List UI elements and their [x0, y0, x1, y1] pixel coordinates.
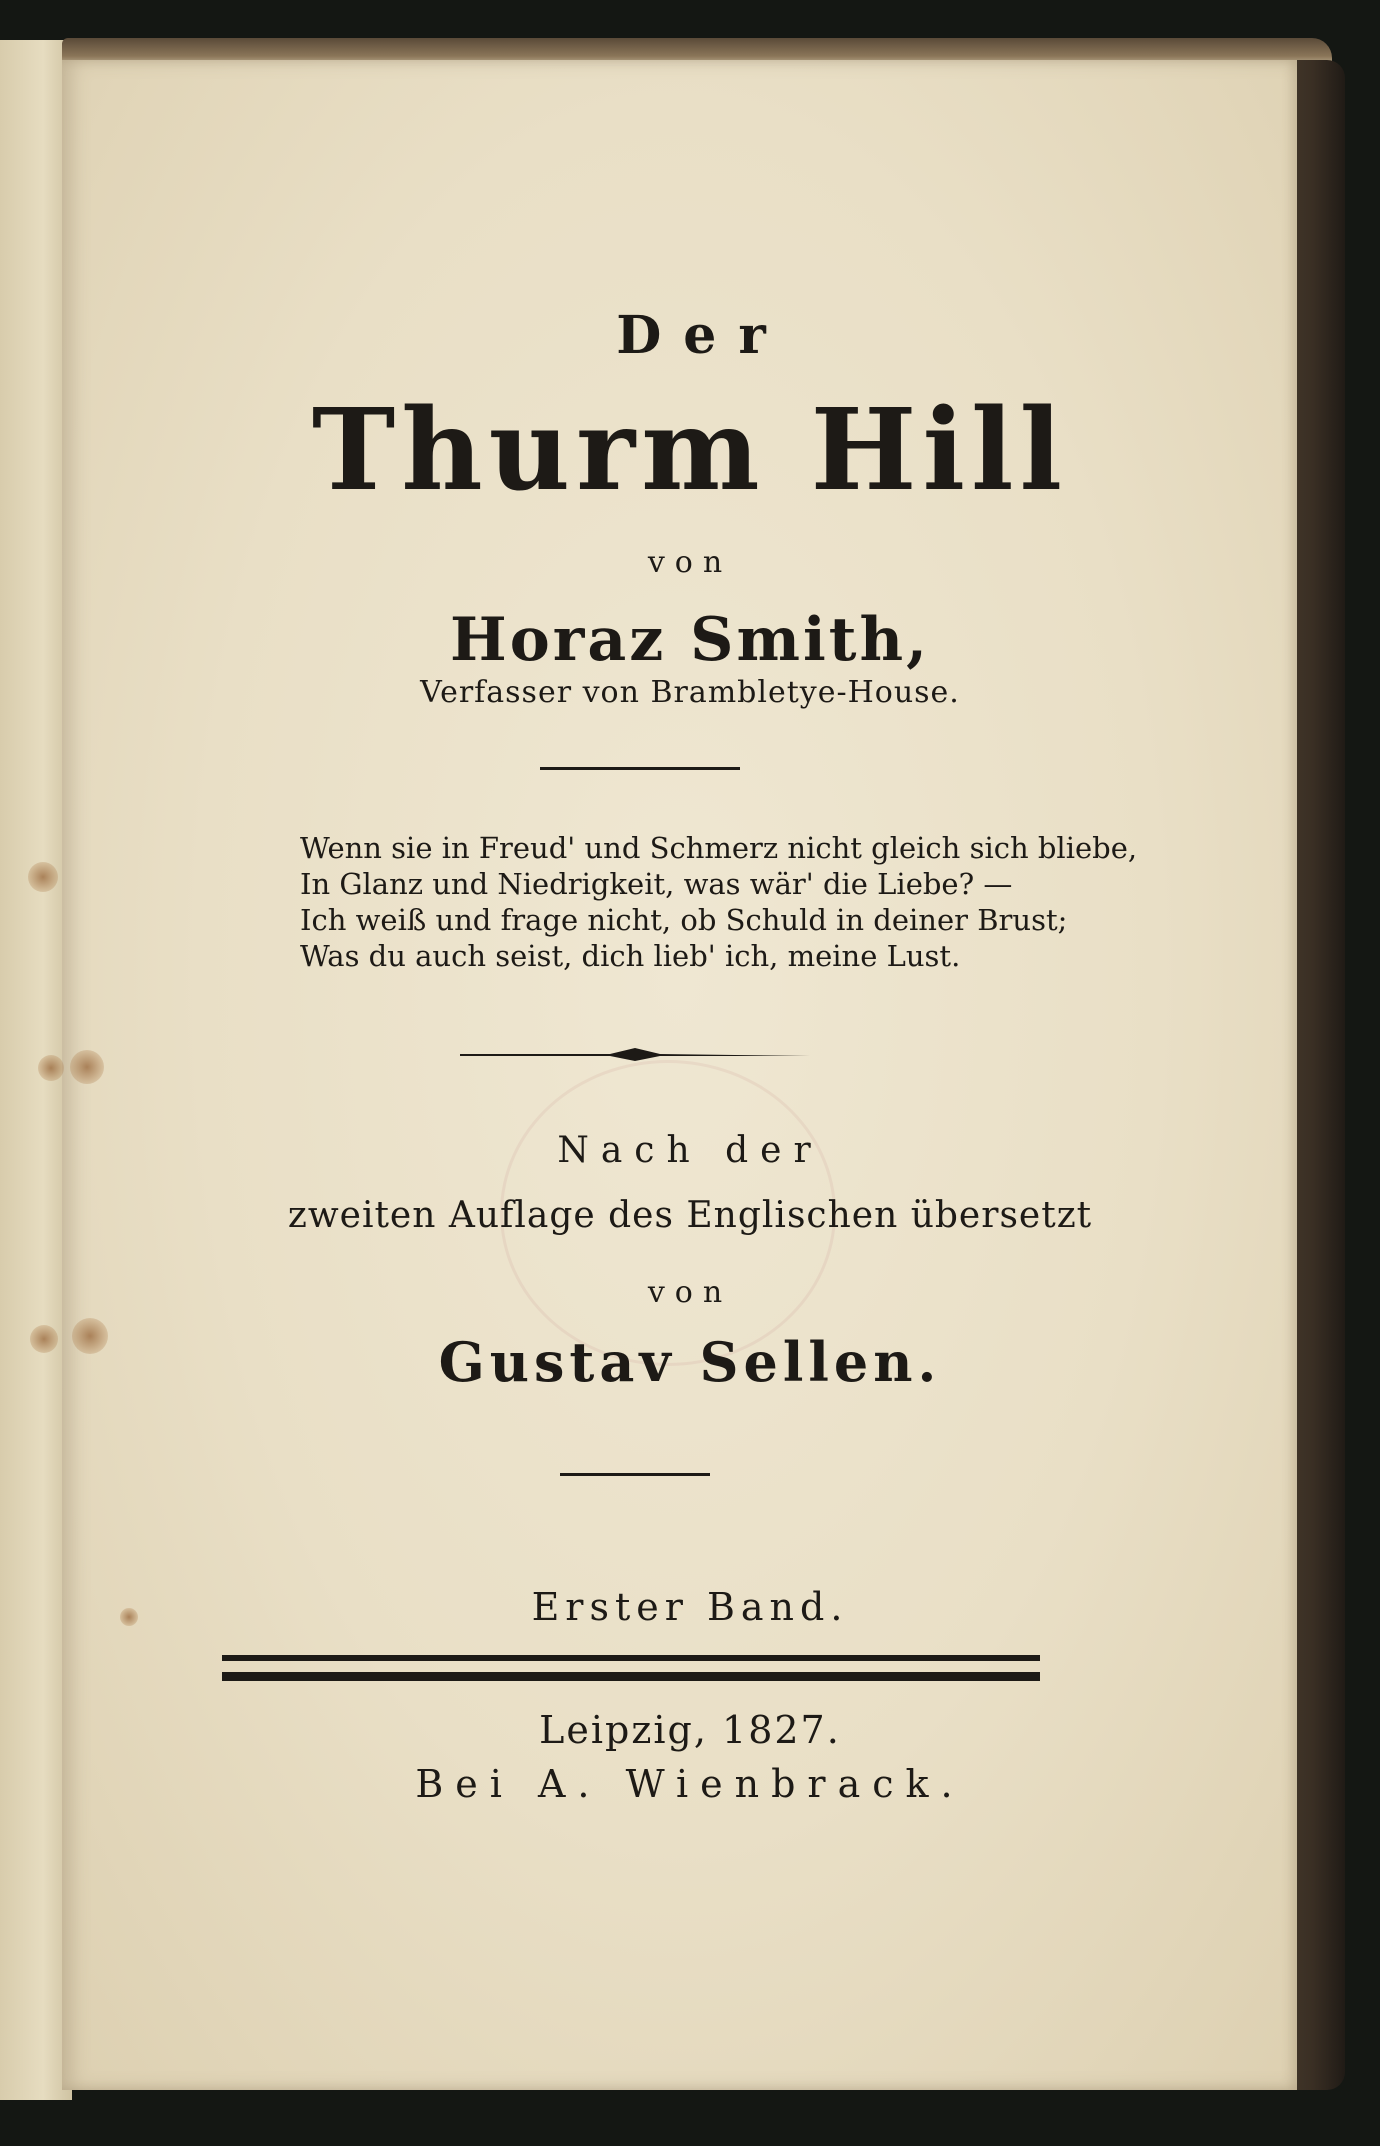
translation-note-line-2: zweiten Auflage des Englischen übersetzt [287, 1195, 1093, 1236]
translation-note-line-1: Nach der [557, 1130, 823, 1171]
title-article: Der [616, 305, 788, 366]
epigraph-line: In Glanz und Niedrigkeit, was wär' die Liebe? — [300, 867, 1013, 901]
volume-label: Erster Band. [531, 1585, 849, 1629]
imprint-place-year: Leipzig, 1827. [539, 1708, 841, 1752]
epigraph-line: Wenn sie in Freud' und Schmerz nicht gleich sich bliebe, [300, 831, 1138, 865]
double-rule-bottom [222, 1672, 1040, 1681]
ornamental-rule [460, 1048, 810, 1062]
by-label: von [647, 545, 733, 580]
epigraph-line: Was du auch seist, dich lieb' ich, meine Lust. [300, 939, 961, 973]
translator-name: Gustav Sellen. [438, 1330, 942, 1394]
author-name: Horaz Smith, [450, 605, 930, 675]
double-rule-top [222, 1655, 1040, 1661]
foxing-spot [38, 1055, 64, 1081]
foxing-spot [70, 1050, 104, 1084]
epigraph [300, 830, 1138, 974]
foxing-spot [28, 862, 58, 892]
imprint-publisher: Bei A. Wienbrack. [415, 1762, 965, 1806]
author-credit: Verfasser von Brambletye-House. [420, 675, 960, 710]
translated-by-label: von [647, 1275, 733, 1310]
epigraph-line: Ich weiß und frage nicht, ob Schuld in deiner Brust; [300, 903, 1068, 937]
divider-rule [560, 1473, 710, 1476]
book-title: Thurm Hill [311, 385, 1069, 516]
divider-rule [540, 767, 740, 770]
